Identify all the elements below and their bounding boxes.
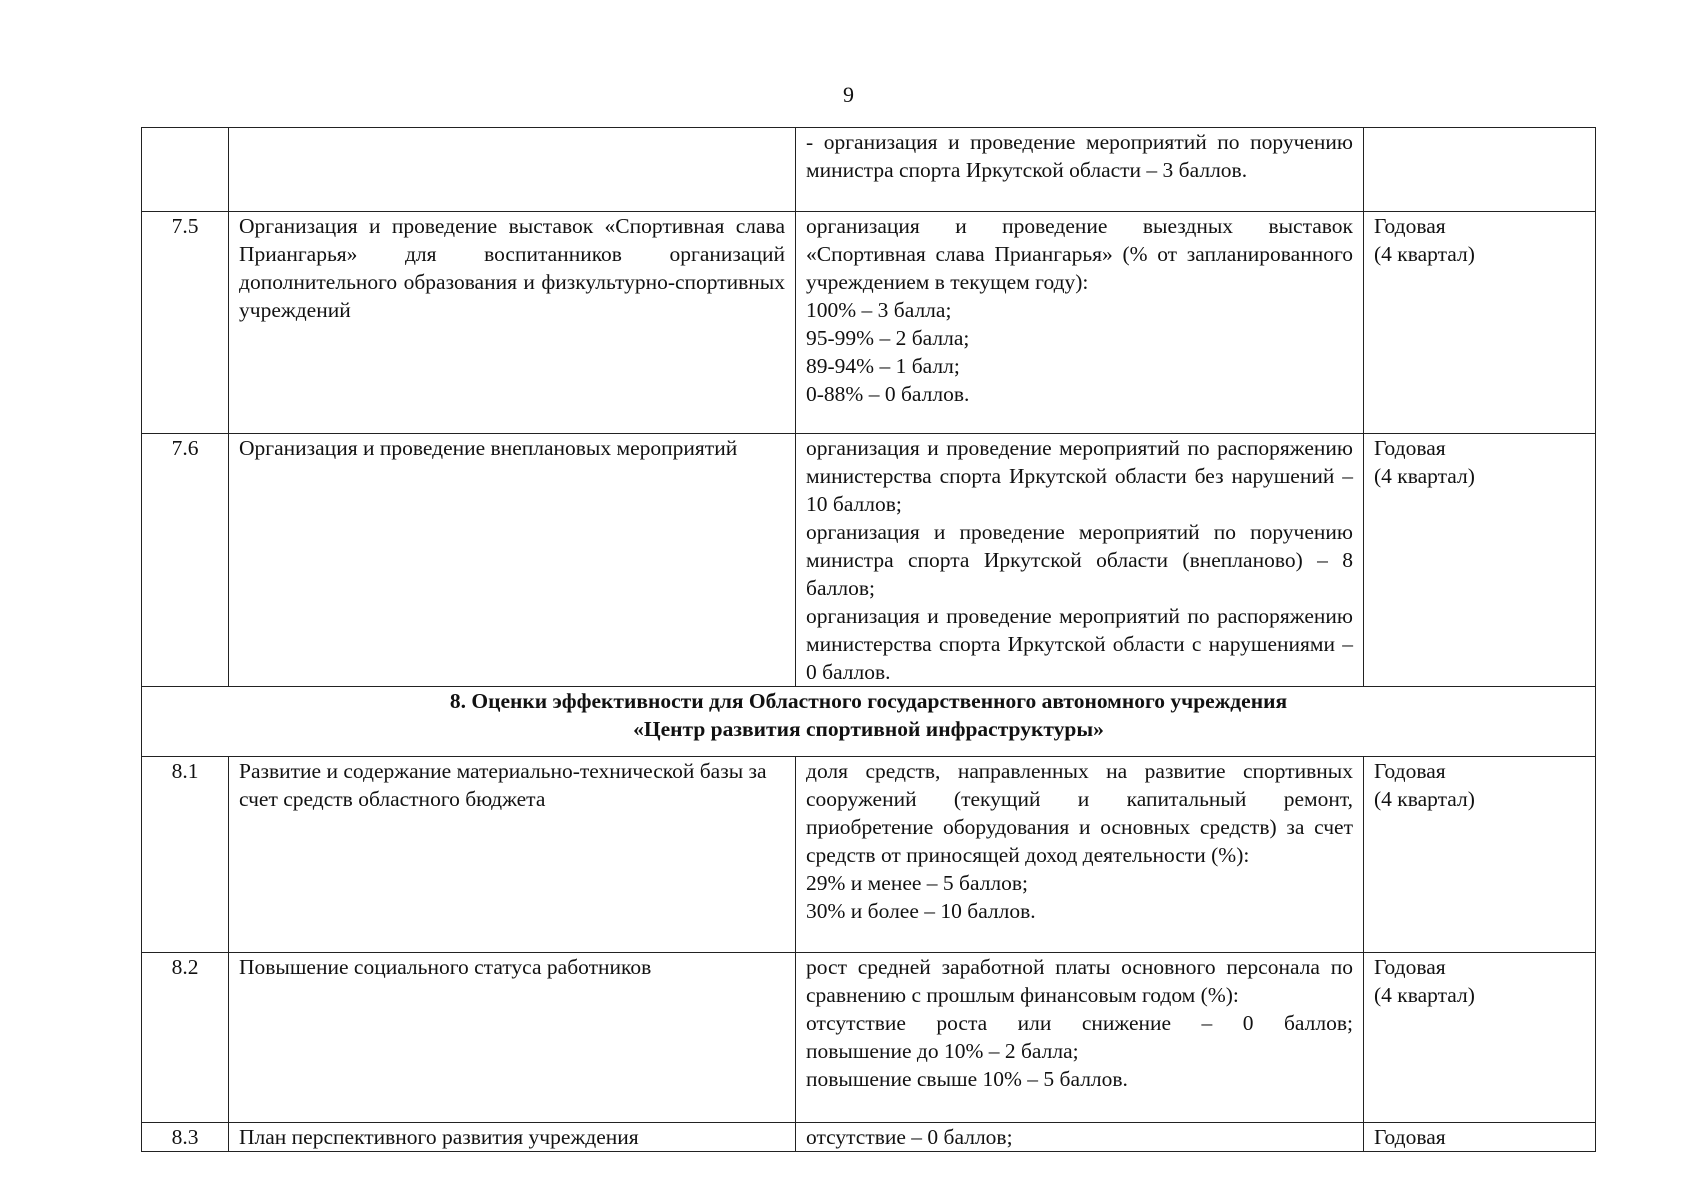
period-label: Годовая (1374, 955, 1446, 979)
criteria-line: отсутствие – 0 баллов; (806, 1125, 1013, 1149)
row-number: 8.3 (142, 1123, 229, 1152)
criteria-line: 95-99% – 2 балла; (806, 326, 970, 350)
period-quarter: (4 квартал) (1374, 464, 1475, 488)
criteria-line: 100% – 3 балла; (806, 298, 952, 322)
criteria-line: рост средней заработной платы основного персонала по сравнению с прошлым финансовым годом (%): (806, 955, 1353, 1007)
period-cell (1364, 953, 1596, 1123)
criteria-line: 89-94% – 1 балл; (806, 354, 960, 378)
period-label: Годовая (1374, 1125, 1446, 1149)
section-heading-line-1: 8. Оценки эффективности для Областного государственного автономного учреждения (449, 689, 1288, 713)
indicator-name: Организация и проведение выставок «Спортивная слава Приангарья» для воспитанников организаций дополнительного образования и физкультурно-спортивных учреждений (229, 212, 796, 434)
period-cell (1364, 1123, 1596, 1152)
criteria-line: повышение до 10% – 2 балла; (806, 1039, 1079, 1063)
row-number: 7.5 (142, 212, 229, 434)
criteria-cell (796, 953, 1364, 1123)
indicator-name: Повышение социального статуса работников (229, 953, 796, 1123)
table-row (142, 128, 1596, 212)
criteria-line: организация и проведение мероприятий по распоряжению министерства спорта Иркутской области без нарушений – 10 баллов; (806, 436, 1353, 516)
period-quarter: (4 квартал) (1374, 242, 1475, 266)
indicator-name: План перспективного развития учреждения (229, 1123, 796, 1152)
period-quarter: (4 квартал) (1374, 787, 1475, 811)
section-heading-line-2: «Центр развития спортивной инфраструктуры» (633, 717, 1104, 741)
table-row (142, 953, 1596, 1123)
criteria-line: организация и проведение выездных выставок «Спортивная слава Приангарья» (% от запланированного учреждением в текущем году): (806, 214, 1353, 294)
row-number: 8.2 (142, 953, 229, 1123)
indicator-name: Организация и проведение внеплановых мероприятий (229, 434, 796, 687)
indicator-name (229, 128, 796, 212)
criteria-line: доля средств, направленных на развитие спортивных сооружений (текущий и капитальный ремонт, приобретение оборудования и основных средств) за счет средств от приносящей доход деятельности (%): (806, 759, 1353, 867)
page-number: 9 (843, 82, 854, 107)
table-row (142, 212, 1596, 434)
criteria-line: 0-88% – 0 баллов. (806, 382, 970, 406)
criteria-cell (796, 212, 1364, 434)
period-cell (1364, 434, 1596, 687)
period-quarter: (4 квартал) (1374, 983, 1475, 1007)
period-cell (1364, 128, 1596, 212)
criteria-line: повышение свыше 10% – 5 баллов. (806, 1067, 1128, 1091)
criteria-line: организация и проведение мероприятий по поручению министра спорта Иркутской области (внепланово) – 8 баллов; (806, 520, 1353, 600)
period-label: Годовая (1374, 214, 1446, 238)
criteria-line: - организация и проведение мероприятий по поручению министра спорта Иркутской области – 3 баллов. (806, 130, 1353, 182)
criteria-line: 29% и менее – 5 баллов; (806, 871, 1029, 895)
period-cell (1364, 757, 1596, 953)
row-number: 8.1 (142, 757, 229, 953)
period-label: Годовая (1374, 759, 1446, 783)
criteria-line: организация и проведение мероприятий по распоряжению министерства спорта Иркутской области с нарушениями – 0 баллов. (806, 604, 1353, 684)
table-row (142, 434, 1596, 687)
section-header-row (142, 687, 1596, 757)
criteria-cell (796, 757, 1364, 953)
criteria-cell (796, 128, 1364, 212)
period-label: Годовая (1374, 436, 1446, 460)
criteria-cell (796, 1123, 1364, 1152)
table-row (142, 1123, 1596, 1152)
evaluation-table (141, 127, 1596, 1152)
row-number (142, 128, 229, 212)
criteria-line: отсутствие роста или снижение – 0 баллов; (806, 1011, 1353, 1035)
section-heading (142, 687, 1596, 757)
row-number: 7.6 (142, 434, 229, 687)
indicator-name: Развитие и содержание материально-технической базы за счет средств областного бюджета (229, 757, 796, 953)
period-cell (1364, 212, 1596, 434)
criteria-cell (796, 434, 1364, 687)
table-row (142, 757, 1596, 953)
criteria-line: 30% и более – 10 баллов. (806, 899, 1036, 923)
